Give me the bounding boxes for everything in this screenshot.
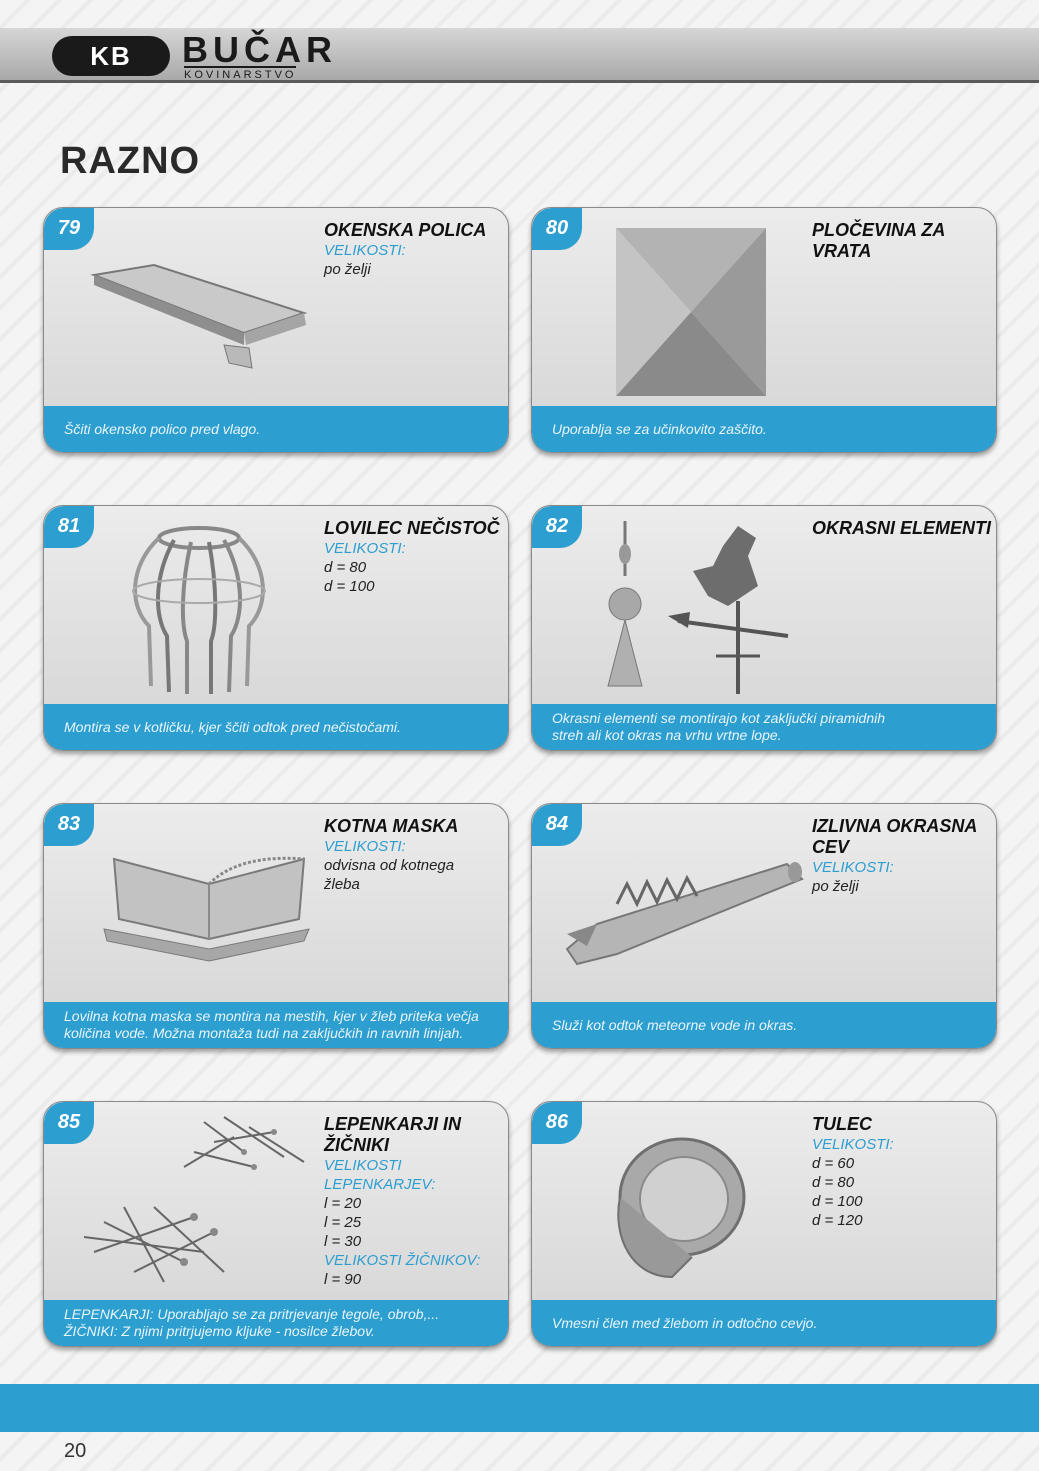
product-info bbox=[812, 816, 992, 896]
brand-subtitle: KOVINARSTVO bbox=[184, 66, 296, 81]
product-number: 82 bbox=[532, 506, 582, 548]
product-info bbox=[812, 1114, 992, 1230]
sizes-label-secondary: VELIKOSTI ŽIČNIKOV: bbox=[324, 1252, 481, 1269]
product-info bbox=[324, 1114, 504, 1289]
sizes-label: VELIKOSTI: bbox=[324, 540, 406, 557]
product-title: PLOČEVINA ZA bbox=[812, 220, 946, 240]
size-value: l = 30 bbox=[324, 1233, 362, 1250]
product-title: LEPENKARJI IN bbox=[324, 1114, 462, 1134]
product-title: OKRASNI ELEMENTI bbox=[812, 518, 992, 538]
product-card-84 bbox=[531, 803, 997, 1049]
brand-name: BUČAR bbox=[182, 29, 337, 70]
size-value: d = 100 bbox=[324, 578, 375, 595]
description-line: Ščiti okensko polico pred vlago. bbox=[64, 420, 261, 437]
size-value: odvisna od kotnega bbox=[324, 857, 455, 874]
product-description bbox=[532, 1002, 996, 1048]
product-title: KOTNA MASKA bbox=[324, 816, 459, 836]
size-value: d = 80 bbox=[324, 559, 367, 576]
product-info bbox=[324, 816, 504, 894]
product-info bbox=[812, 220, 992, 262]
description-line: Služi kot odtok meteorne vode in okras. bbox=[552, 1016, 798, 1033]
product-card-83 bbox=[43, 803, 509, 1049]
product-title: IZLIVNA OKRASNA bbox=[812, 816, 978, 836]
product-number: 84 bbox=[532, 804, 582, 846]
description-line: ŽIČNIKI: Z njimi pritrjujemo kljuke - nosilce žlebov. bbox=[64, 1323, 375, 1339]
product-card-80 bbox=[531, 207, 997, 453]
product-number: 85 bbox=[44, 1102, 94, 1144]
size-value: po želji bbox=[324, 261, 371, 278]
size-value: l = 25 bbox=[324, 1214, 362, 1231]
product-info bbox=[324, 518, 504, 596]
product-description bbox=[532, 1300, 996, 1346]
product-title-line2: ŽIČNIKI bbox=[324, 1135, 389, 1155]
description-line: Montira se v kotličku, kjer ščiti odtok pred nečistočami. bbox=[64, 718, 401, 735]
description-line: streh ali kot okras na vrhu vrtne lope. bbox=[552, 727, 782, 743]
description-line: Lovilna kotna maska se montira na mestih, kjer v žleb priteka večja bbox=[64, 1008, 479, 1024]
product-title-line2: VRATA bbox=[812, 241, 872, 261]
size-value: po želji bbox=[812, 878, 859, 895]
sleeve-icon bbox=[592, 1127, 752, 1287]
window-sill-icon bbox=[84, 253, 314, 383]
size-value: žleba bbox=[324, 876, 360, 893]
product-info bbox=[812, 518, 992, 539]
nails-icon bbox=[74, 1112, 314, 1292]
product-title: LOVILEC NEČISTOČ bbox=[324, 518, 500, 538]
sizes-label: VELIKOSTI: bbox=[812, 1136, 894, 1153]
product-card-79 bbox=[43, 207, 509, 453]
size-value: d = 60 bbox=[812, 1155, 855, 1172]
corner-mask-icon bbox=[99, 849, 319, 969]
product-description bbox=[44, 1002, 508, 1048]
logo-badge: KB bbox=[52, 36, 170, 76]
product-title: TULEC bbox=[812, 1114, 872, 1134]
product-description bbox=[532, 406, 996, 452]
size-value: l = 90 bbox=[324, 1271, 362, 1288]
sizes-label: VELIKOSTI: bbox=[812, 859, 894, 876]
weathervane-icon bbox=[598, 516, 798, 696]
product-card-81 bbox=[43, 505, 509, 751]
product-description bbox=[44, 704, 508, 750]
product-title-line2: CEV bbox=[812, 837, 850, 857]
description-line: LEPENKARJI: Uporabljajo se za pritrjevanje tegole, obrob,... bbox=[64, 1306, 440, 1322]
size-value: d = 100 bbox=[812, 1193, 863, 1210]
dragon-spout-icon bbox=[557, 854, 817, 974]
size-value: d = 120 bbox=[812, 1212, 863, 1229]
description-line: količina vode. Možna montaža tudi na zaključkih in ravnih linijah. bbox=[64, 1025, 464, 1041]
size-value: d = 80 bbox=[812, 1174, 855, 1191]
product-card-82 bbox=[531, 505, 997, 751]
header-bar bbox=[0, 28, 1039, 83]
page-number: 20 bbox=[64, 1440, 87, 1462]
product-card-86 bbox=[531, 1101, 997, 1347]
product-number: 83 bbox=[44, 804, 94, 846]
size-value: l = 20 bbox=[324, 1195, 362, 1212]
footer-bar bbox=[0, 1384, 1039, 1432]
sizes-label: VELIKOSTI: bbox=[324, 242, 406, 259]
door-sheet-icon bbox=[616, 228, 766, 398]
description-line: Okrasni elementi se montirajo kot zaključki piramidnih bbox=[552, 710, 886, 726]
sizes-label: VELIKOSTI LEPENKARJEV: bbox=[324, 1157, 436, 1193]
product-description bbox=[44, 1300, 508, 1346]
description-line: Uporablja se za učinkovito zaščito. bbox=[552, 420, 767, 437]
product-number: 86 bbox=[532, 1102, 582, 1144]
product-info bbox=[324, 220, 504, 279]
description-line: Vmesni člen med žlebom in odtočno cevjo. bbox=[552, 1314, 818, 1331]
sizes-label: VELIKOSTI: bbox=[324, 838, 406, 855]
product-title: OKENSKA POLICA bbox=[324, 220, 487, 240]
product-card-85 bbox=[43, 1101, 509, 1347]
product-number: 81 bbox=[44, 506, 94, 548]
leaf-guard-icon bbox=[129, 516, 269, 696]
product-description bbox=[44, 406, 508, 452]
product-description bbox=[532, 704, 996, 750]
page-title: RAZNO bbox=[60, 140, 201, 182]
product-number: 80 bbox=[532, 208, 582, 250]
product-number: 79 bbox=[44, 208, 94, 250]
